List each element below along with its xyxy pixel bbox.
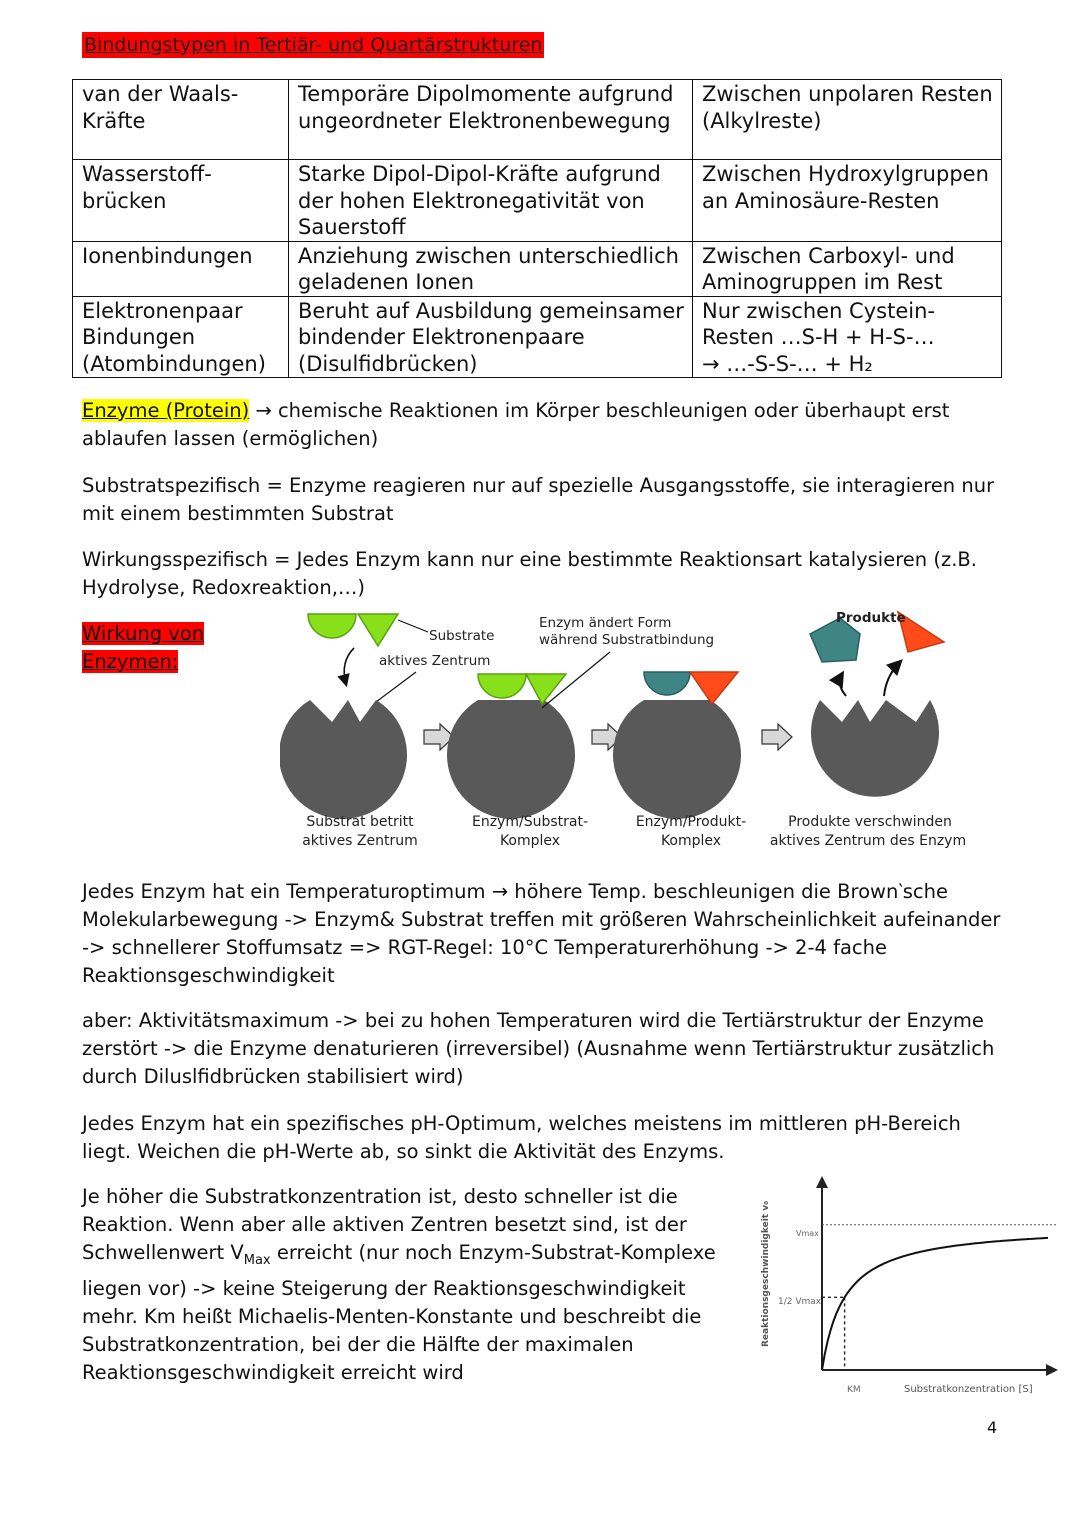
table-row (73, 241, 1002, 296)
x-axis-arrow-icon (1046, 1364, 1058, 1376)
binding-arrow-icon (344, 648, 354, 684)
concentration-text: Je höher die Substratkonzentration ist, desto schneller ist die Reaktion. Wenn aber alle aktiven Zentren besetzt sind, ist der Schwellenwert $V_{Max}$ erreicht (nur noch Enzym-Substrat-Komplexe liegen vor) -> keine Steigerung der Reaktionsgeschwindigkeit mehr. Km heißt Michaelis-Menten-Konstante und beschreibt die Substratkonzentration, bei der die Hälfte der maximalen Reaktionsgeschwindigkeit erreicht wird (82, 1185, 716, 1384)
enzyme-intro-text: → chemische Reaktionen im Körper beschleunigen oder überhaupt erst ablaufen lassen (ermöglichen) (82, 399, 950, 450)
disulfide-reaction: → …-S-S-… + H₂ (702, 351, 873, 376)
enzyme-shape (613, 700, 741, 819)
table-row (73, 80, 1002, 160)
curve-series (822, 1238, 1048, 1370)
substrate-half-circle (308, 614, 356, 638)
bound-substrate-triangle (526, 674, 566, 704)
active-center-label: aktives Zentrum (379, 653, 491, 669)
michaelis-menten-chart (752, 1172, 1062, 1404)
bond-description-cell: Anziehung zwischen unterschiedlich geladenen Ionen (289, 241, 693, 296)
enzyme-shape (280, 700, 407, 819)
bond-description-cell: Beruht auf Ausbildung gemeinsamer bindender Elektronenpaare (Disulfidbrücken) (289, 296, 693, 378)
substrate-triangle (358, 614, 398, 646)
process-arrow-icon (762, 724, 792, 750)
step-caption-4b: aktives Zentrum des Enzym (769, 833, 967, 849)
cystein-text: Nur zwischen Cystein-Resten …S-H + H-S-… (702, 298, 935, 349)
vmax-marker-label: Vmax (796, 1229, 819, 1238)
bound-substrate-half-circle (478, 674, 526, 698)
ph-text: Jedes Enzym hat ein spezifisches pH-Optimum, welches meistens im mittleren pH-Bereich liegt. Weichen die pH-Werte ab, so sinkt die Aktivität des Enzyms. (82, 1112, 961, 1163)
bond-location-cell: Zwischen Carboxyl- und Aminogruppen im Rest (693, 241, 1002, 296)
substrate-label: Substrate (429, 628, 495, 644)
step-caption-3a: Enzym/Produkt- (635, 814, 747, 830)
bond-description-cell: Temporäre Dipolmomente aufgrund ungeordneter Elektronenbewegung (289, 80, 693, 160)
table-row (73, 296, 1002, 378)
enzyme-mechanism-diagram (280, 600, 1000, 860)
step-caption-2a: Enzym/Substrat- (471, 814, 589, 830)
y-axis-label: Reaktionsgeschwindigkeit v₀ (761, 1200, 771, 1347)
product-half-circle (644, 672, 690, 695)
y-axis-arrow-icon (816, 1176, 828, 1188)
table-row (73, 160, 1002, 242)
step-caption-2b: Komplex (499, 833, 561, 849)
step-caption-1b: aktives Zentrum (302, 833, 418, 849)
temperature-text: Jedes Enzym hat ein Temperaturoptimum → höhere Temp. beschleunigen die Brown‵sche Molekularbewegung -> Enzym& Substrat treffen mit größeren Wahrscheinlichkeit aufeinander -> schnellerer Stoffumsatz => RGT-Regel: 10°C Temperaturerhöhung -> 2-4 fache Reaktionsgeschwindigkeit (82, 880, 1001, 987)
enzyme-shape (447, 700, 575, 819)
x-axis-label: Substratkonzentration [S] (904, 1384, 1033, 1395)
bond-location-cell: Zwischen unpolaren Resten (Alkylreste) (693, 80, 1002, 160)
release-arrow-icon (884, 662, 900, 696)
action-specific-text: Wirkungsspezifisch = Jedes Enzym kann nur eine bestimmte Reaktionsart katalysieren (z.B. Hydrolyse, Redoxreaktion,…) (82, 548, 977, 599)
products-label: Produkte (836, 610, 906, 626)
section-heading: Bindungstypen in Tertiär- und Quartärstrukturen (84, 34, 543, 56)
enzyme-term: Enzyme (Protein) (82, 399, 250, 422)
bond-location-cell (693, 296, 1002, 378)
page-number: 4 (987, 1418, 998, 1437)
diagram-side-label: Wirkung von Enzymen: (82, 622, 205, 673)
shape-change-label-2: während Substratbindung (539, 632, 715, 648)
step-caption-4a: Produkte verschwinden (788, 814, 952, 830)
enzyme-shape (811, 700, 939, 797)
bond-type-cell: Ionenbindungen (73, 241, 289, 296)
active-center-pointer (376, 672, 416, 702)
half-vmax-marker-label: 1/2 Vmax (778, 1297, 822, 1307)
bond-description-cell: Starke Dipol-Dipol-Kräfte aufgrund der hohen Elektronegativität von Sauerstoff (289, 160, 693, 242)
release-arrow-icon (840, 674, 846, 696)
substrate-specific-text: Substratspezifisch = Enzyme reagieren nur auf spezielle Ausgangsstoffe, sie interagieren nur mit einem bestimmten Substrat (82, 474, 995, 525)
shape-change-label-1: Enzym ändert Form (539, 615, 672, 631)
enzyme-intro (82, 397, 1012, 453)
step-caption-1a: Substrat betritt (306, 814, 414, 830)
step-caption-3b: Komplex (660, 833, 722, 849)
bond-type-cell: van der Waals-Kräfte (73, 80, 289, 160)
bond-type-cell: Elektronenpaar Bindungen (Atombindungen) (73, 296, 289, 378)
product-triangle (690, 672, 738, 704)
bond-location-cell: Zwischen Hydroxylgruppen an Aminosäure-Resten (693, 160, 1002, 242)
bond-type-cell: Wasserstoff-brücken (73, 160, 289, 242)
substrate-pointer (398, 620, 428, 632)
bond-types-table (72, 79, 1002, 378)
denature-text: aber: Aktivitätsmaximum -> bei zu hohen Temperaturen wird die Tertiärstruktur der Enzyme zerstört -> die Enzyme denaturieren (irreversibel) (Ausnahme wenn Tertiärstruktur zusätzlich durch Diluslfidbrücken stabilisiert wird) (82, 1009, 995, 1088)
km-marker-label: KM (847, 1385, 861, 1395)
